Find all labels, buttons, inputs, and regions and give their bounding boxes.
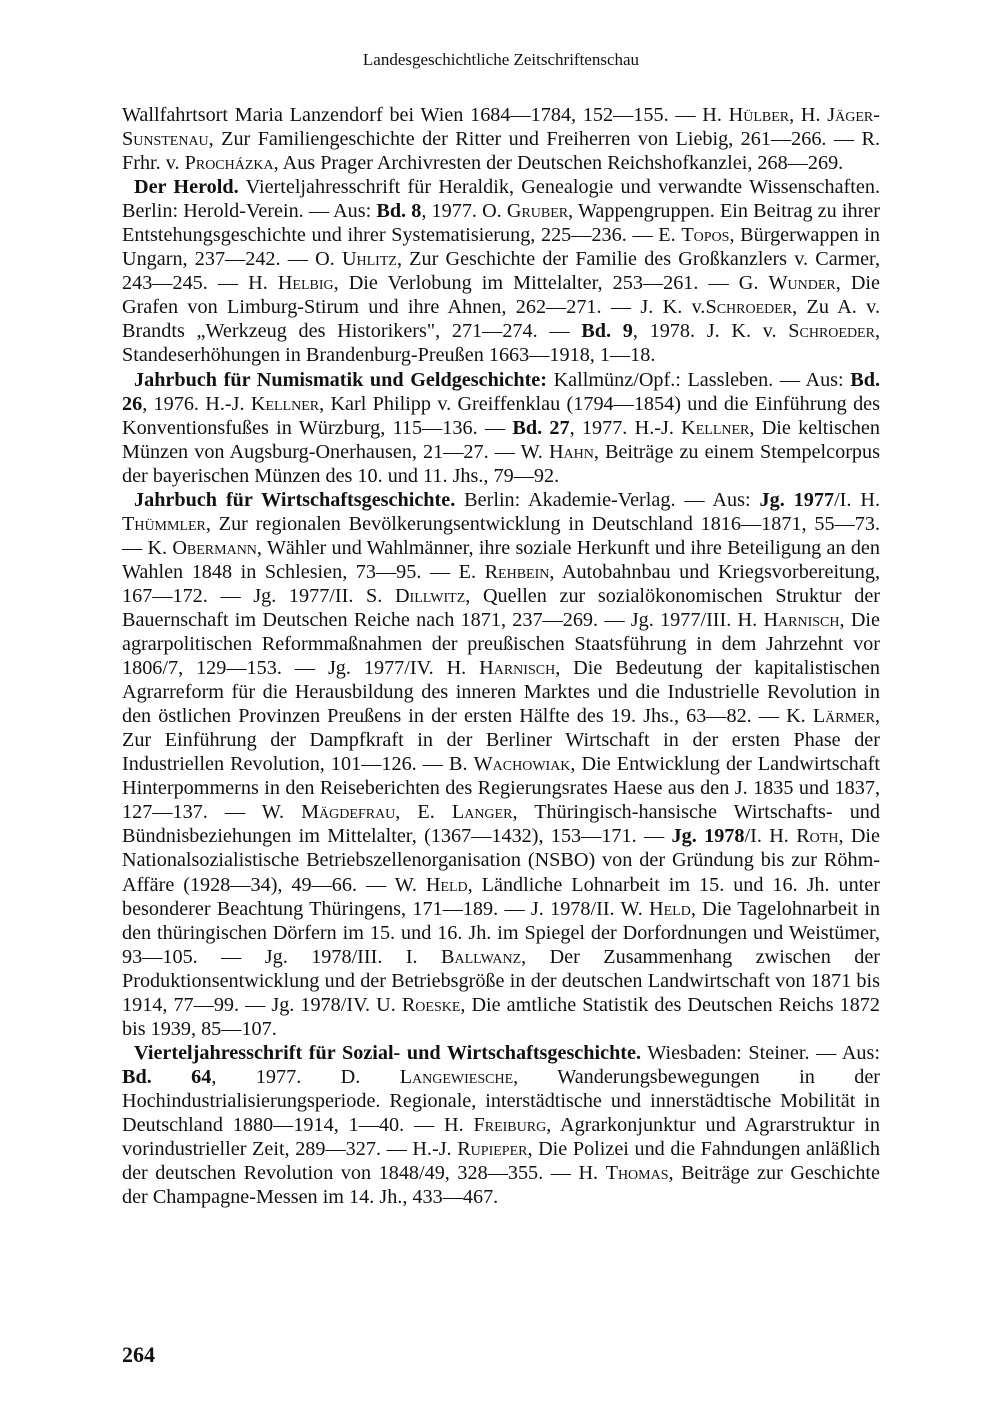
entry-text: , Ländliche Lohnarbeit im 15. und 16. Jh. unter besonderer Beachtung Thüringens, 171—189. — J. 1978/II. W. bbox=[122, 873, 880, 920]
author-name: Uhlitz bbox=[341, 248, 397, 271]
author-name: Roeske bbox=[401, 993, 461, 1016]
volume-label: Bd. 27 bbox=[512, 416, 570, 439]
page-number: 264 bbox=[122, 1342, 155, 1367]
author-name: Thomas bbox=[605, 1162, 669, 1185]
entry-text: Kallmünz/Opf.: Lassleben. — Aus: bbox=[547, 368, 851, 391]
entry-text: , Wappengruppen. Ein Beitrag zu ihrer Entstehungsgeschichte und ihrer Systematisierung, 225—236. — E. bbox=[122, 200, 880, 247]
author-name: Langewiesche bbox=[399, 1065, 514, 1088]
journal-title: Vierteljahresschrift für Sozial- und Wirtschaftsgeschichte. bbox=[134, 1041, 642, 1064]
document-page bbox=[122, 0, 880, 1419]
entry-text: , Autobahnbau und Kriegsvorbereitung, 167—172. — Jg. 1977/II. S. bbox=[122, 560, 880, 607]
journal-title: Jahrbuch für Numismatik und Geldgeschichte: bbox=[134, 368, 547, 391]
entry-text: , Die Nationalsozialistische Betriebszellenorganisation (NSBO) von der Gründung bis zur Röhm-Affäre (1928—34), 49—66. — W. bbox=[122, 825, 880, 896]
author-name: Schroeder bbox=[788, 320, 875, 343]
author-name: Kellner bbox=[250, 392, 320, 415]
entry-text: , Die Polizei und die Fahndungen anläßlich der deutschen Revolution von 1848/49, 328—355. — H. bbox=[122, 1138, 881, 1185]
entry-text: , Die Grafen von Limburg-Stirum und ihre Ahnen, 262—271. — J. K. v. bbox=[122, 272, 880, 319]
entry-text: , Wähler und Wahlmänner, ihre soziale Herkunft und ihre Beteiligung an den Wahlen 1848 in Schlesien, 73—95. — E. bbox=[122, 536, 880, 583]
author-name: Held bbox=[425, 873, 468, 896]
bibliography-body bbox=[122, 103, 880, 1209]
author-name: Obermann bbox=[172, 536, 257, 559]
volume-label: Jg. 1978 bbox=[671, 825, 745, 848]
author-name: Langer bbox=[451, 801, 513, 824]
author-name: Rehbein bbox=[484, 560, 550, 583]
entry-text: , Die Verlobung im Mittelalter, 253—261. — G. bbox=[333, 272, 769, 295]
entry-text: , Thüringisch-hansische Wirtschafts- und Bündnisbeziehungen im Mittelalter, (1367—1432), 153—171. — bbox=[122, 801, 880, 848]
entry-text: , Zur regionalen Bevölkerungsentwicklung in Deutschland 1816—1871, 55—73. — K. bbox=[122, 512, 880, 559]
author-name: Harnisch bbox=[479, 657, 556, 680]
journal-entry-numismatik bbox=[122, 368, 880, 488]
running-header: Landesgeschichtliche Zeitschriftenschau bbox=[362, 50, 640, 69]
entry-text: , Karl Philipp v. Greiffenklau (1794—1854) und die Einführung des Konventionsfußes in Würzburg, 115—136. — bbox=[122, 392, 880, 439]
entry-text: , 1978. J. K. v. bbox=[632, 320, 789, 343]
entry-text: , Zur Geschichte der Familie des Großkanzlers v. Carmer, 243—245. — H. bbox=[122, 248, 880, 295]
author-name: Procházka bbox=[184, 152, 274, 175]
entry-text: Wallfahrtsort Maria Lanzendorf bei Wien 1684—1784, 152—155. — H. bbox=[122, 104, 729, 126]
author-name: Topos bbox=[681, 224, 730, 247]
entry-text: , Agrarkonjunktur und Agrarstruktur in vorindustrieller Zeit, 289—327. — H.-J. bbox=[122, 1113, 880, 1161]
entry-text: , Quellen zur sozialökonomischen Struktur der Bauernschaft im Deutschen Reiche nach 1871, 237—269. — Jg. 1977/III. H. bbox=[122, 584, 880, 631]
continued-entry bbox=[122, 103, 880, 175]
entry-text: , 1977. O. bbox=[421, 200, 507, 223]
entry-text: , Zur Familiengeschichte der Ritter und Freiherren von Liebig, 261—266. — R. Frhr. v. bbox=[122, 128, 880, 175]
journal-title: Der Herold. bbox=[134, 176, 239, 199]
entry-text: , 1977. D. bbox=[211, 1065, 400, 1088]
entry-text: , Der Zusammenhang zwischen der Produktionsentwicklung und der Betriebsgröße in der deutschen Landwirtschaft von 1871 bis 1914, 77—99. — Jg. 1978/IV. U. bbox=[122, 945, 881, 1016]
entry-text: , Die Tagelohnarbeit in den thüringischen Dörfern im 15. und 16. Jh. im Spiegel der Dorfordnungen und Weistümer, 93—105. — Jg. 1978/III. I. bbox=[122, 897, 881, 968]
entry-text: , Aus Prager Archivresten der Deutschen Reichshofkanzlei, 268—269. bbox=[273, 152, 844, 175]
entry-text: , 1976. H.-J. bbox=[142, 392, 251, 415]
entry-text: , Bürgerwappen in Ungarn, 237—242. — O. bbox=[122, 224, 880, 271]
author-name: Gruber bbox=[506, 200, 569, 223]
journal-entry-vsw bbox=[122, 1041, 880, 1209]
entry-text: , Die amtliche Statistik des Deutschen Reichs 1872 bis 1939, 85—107. bbox=[122, 993, 880, 1040]
volume-label: Bd. 64 bbox=[122, 1065, 212, 1088]
entry-text: , H. bbox=[789, 104, 828, 126]
volume-label: Bd. 9 bbox=[581, 320, 633, 343]
entry-text: , E. bbox=[395, 801, 452, 824]
author-name: Rupieper bbox=[457, 1138, 528, 1161]
entry-text: , Zu A. v. Brandts „Werkzeug des Historikers", 271—274. — bbox=[122, 296, 880, 343]
author-name: Kellner bbox=[681, 416, 750, 439]
author-name: Freiburg bbox=[473, 1113, 547, 1136]
author-name: Harnisch bbox=[763, 608, 840, 631]
author-name: Schroeder bbox=[705, 296, 793, 319]
author-name: Jäger-Sunstenau bbox=[122, 104, 880, 151]
entry-text: , Die keltischen Münzen von Augsburg-Onerhausen, 21—27. — W. bbox=[122, 416, 880, 463]
volume-label: Bd. 8 bbox=[376, 200, 422, 223]
entry-text: , Beiträge zur Geschichte der Champagne-Messen im 14. Jh., 433—467. bbox=[122, 1162, 881, 1209]
entry-text: /I. H. bbox=[834, 488, 881, 511]
author-name: Wachowiak bbox=[473, 753, 571, 776]
author-name: Hahn bbox=[548, 440, 594, 463]
entry-text: , Die Entwicklung der Landwirtschaft Hinterpommerns in den Reiseberichten des Regierungsrates Haese aus den J. 1835 und 1837, 127—137. — W. bbox=[122, 753, 880, 824]
entry-text: Wiesbaden: Steiner. — Aus: bbox=[641, 1041, 880, 1064]
entry-text: , Zur Einführung der Dampfkraft in der Berliner Wirtschaft in der ersten Phase der Industriellen Revolution, 101—126. — B. bbox=[122, 705, 880, 776]
author-name: Held bbox=[649, 897, 691, 920]
entry-text: /I. H. bbox=[744, 825, 797, 848]
author-name: Mägdefrau bbox=[301, 801, 396, 824]
journal-entry-herold bbox=[122, 175, 880, 367]
volume-label: Bd. 26 bbox=[122, 368, 880, 415]
entry-text: Vierteljahresschrift für Heraldik, Genealogie und verwandte Wissenschaften. Berlin: Herold-Verein. — Aus: bbox=[122, 176, 880, 223]
volume-label: Jg. 1977 bbox=[759, 488, 835, 511]
entry-text: , Standeserhöhungen in Brandenburg-Preußen 1663—1918, 1—18. bbox=[122, 320, 880, 367]
author-name: Ballwanz bbox=[441, 945, 522, 968]
author-name: Dillwitz bbox=[394, 584, 466, 607]
journal-title: Jahrbuch für Wirtschaftsgeschichte. bbox=[134, 488, 456, 511]
entry-text: , Die agrarpolitischen Reformmaßnahmen der preußischen Staatsführung in dem Jahrzehnt vor 1806/7, 129—153. — Jg. 1977/IV. H. bbox=[122, 608, 880, 680]
author-name: Wunder bbox=[768, 272, 836, 295]
entry-text: , Wanderungsbewegungen in der Hochindustrialisierungsperiode. Regionale, interstädtische und innerstädtische Mobilität in Deutschland 1880—1914, 1—40. — H. bbox=[122, 1065, 880, 1136]
entry-text: Berlin: Akademie-Verlag. — Aus: bbox=[455, 488, 760, 511]
author-name: Helbig bbox=[277, 272, 334, 295]
entry-text: , Beiträge zu einem Stempelcorpus der bayerischen Münzen des 10. und 11. Jhs., 79—92. bbox=[122, 440, 880, 487]
author-name: Lärmer bbox=[812, 705, 875, 728]
entry-text: , 1977. H.-J. bbox=[569, 416, 682, 439]
journal-entry-wirtschaftsgeschichte bbox=[122, 488, 880, 1041]
author-name: Hülber bbox=[728, 104, 790, 126]
entry-text: , Die Bedeutung der kapitalistischen Agrarreform für die Herausbildung des inneren Marktes und die Industrielle Revolution in den östlichen Provinzen Preußens in der ersten Hälfte des 19. Jhs., 63—82. — K. bbox=[122, 657, 880, 728]
author-name: Roth bbox=[796, 825, 839, 848]
author-name: Thümmler bbox=[122, 512, 206, 535]
